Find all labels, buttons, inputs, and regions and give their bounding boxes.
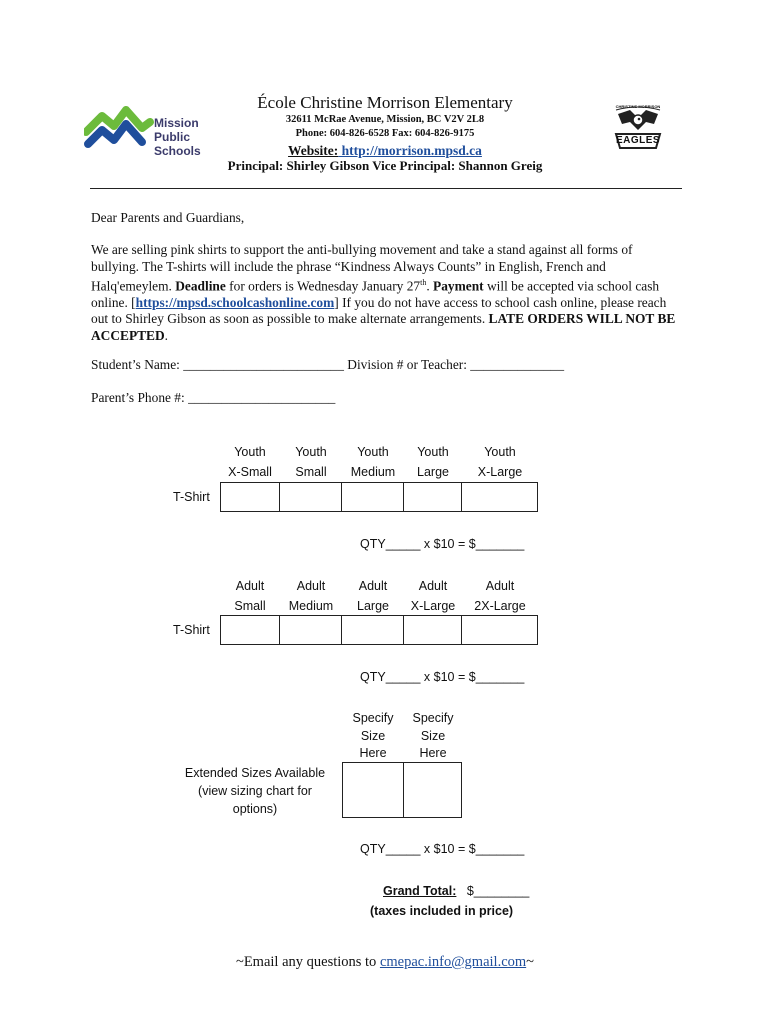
extended-size-cell-1[interactable] [343, 763, 404, 818]
youth-size-header: Youth X-Large [477, 445, 523, 479]
letter-text-3: . [426, 278, 434, 294]
extended-sizes-label: Extended Sizes Available (view sizing chart for options) [184, 766, 326, 816]
date-suffix: th [420, 278, 427, 287]
youth-xlarge-cell[interactable] [462, 483, 538, 512]
adult-size-header: Adult Medium [288, 579, 334, 613]
youth-qty-line[interactable]: QTY_____ x $10 = $_______ [360, 537, 525, 551]
eagles-logo-arc: CHRISTINE MORRISON [615, 104, 661, 109]
district-logo-line1: Mission [154, 116, 199, 130]
letter-text-1: We are selling pink shirts to support the anti-bullying movement and take a stand against all forms of bullying. The T-shirts will include the phrase “Kindness Always Counts” in English, French and Halq'emeylem. [91, 242, 633, 294]
adult-row-label: T-Shirt [173, 623, 210, 637]
extended-size-cell-2[interactable] [404, 763, 462, 818]
youth-xsmall-cell[interactable] [221, 483, 280, 512]
adult-size-header: Adult Large [357, 579, 389, 613]
email-footer [0, 954, 770, 971]
deadline-label: Deadline [175, 278, 226, 294]
adult-large-cell[interactable] [342, 616, 404, 645]
youth-size-header: Youth X-Small [228, 445, 272, 479]
letter-text-6: . [164, 327, 169, 343]
extended-size-header: Specify Size Here [352, 711, 394, 760]
letter-text-2: for orders is Wednesday January 27 [225, 278, 421, 294]
footer-suffix: ~ [526, 954, 535, 970]
email-link[interactable]: cmepac.info@gmail.com [379, 954, 527, 970]
footer-prefix: ~Email any questions to [235, 954, 380, 970]
district-logo-line2: Public Schools [154, 130, 201, 158]
grand-total-label: Grand Total: [383, 884, 457, 898]
letter-paragraph [91, 242, 681, 344]
extended-qty-table [342, 762, 462, 818]
school-cash-link[interactable]: https://mpsd.schoolcashonline.com [135, 294, 335, 310]
adult-size-header: Adult 2X-Large [474, 579, 526, 613]
youth-small-cell[interactable] [280, 483, 342, 512]
school-phone-fax: Phone: 604-826-6528 Fax: 604-826-9175 [295, 128, 475, 139]
letter-text-5: ] If you do not have access to school cash online, please reach out to Shirley Gibson as soon as possible to make alternate arrangements. [91, 294, 667, 327]
adult-size-header: Adult Small [234, 579, 266, 613]
adult-qty-line[interactable]: QTY_____ x $10 = $_______ [360, 670, 525, 684]
extended-size-header: Specify Size Here [412, 711, 454, 760]
parent-phone-line[interactable]: Parent’s Phone #: ______________________ [91, 390, 336, 405]
extended-qty-line[interactable]: QTY_____ x $10 = $_______ [360, 842, 525, 856]
adult-2xlarge-cell[interactable] [462, 616, 538, 645]
grand-total-line [383, 884, 529, 898]
youth-size-header: Youth Small [295, 445, 327, 479]
youth-qty-table [220, 482, 538, 512]
school-name: École Christine Morrison Elementary [257, 93, 513, 112]
adult-xlarge-cell[interactable] [404, 616, 462, 645]
grand-total-value[interactable]: $________ [466, 884, 530, 898]
payment-label: Payment [433, 278, 484, 294]
adult-size-header: Adult X-Large [410, 579, 456, 613]
greeting: Dear Parents and Guardians, [91, 210, 245, 225]
eagles-logo-text: EAGLES [615, 135, 661, 146]
student-name-line[interactable]: Student’s Name: ________________________ Division # or Teacher: ______________ [91, 357, 565, 372]
youth-row-label: T-Shirt [173, 490, 210, 504]
website-line [0, 143, 770, 159]
youth-size-header: Youth Large [417, 445, 449, 479]
adult-small-cell[interactable] [221, 616, 280, 645]
adult-medium-cell[interactable] [280, 616, 342, 645]
tax-note: (taxes included in price) [370, 904, 514, 918]
website-label: Website: [288, 143, 339, 158]
principals-line: Principal: Shirley Gibson Vice Principal: Shannon Greig [227, 158, 543, 173]
school-address: 32611 McRae Avenue, Mission, BC V2V 2L8 [285, 114, 485, 125]
website-link[interactable]: http://morrison.mpsd.ca [338, 143, 482, 158]
youth-size-header: Youth Medium [350, 445, 396, 479]
adult-qty-table [220, 615, 538, 645]
letter-text-4: will be accepted via school cash online. [ [91, 278, 660, 310]
header-divider [90, 188, 682, 189]
youth-medium-cell[interactable] [342, 483, 404, 512]
youth-large-cell[interactable] [404, 483, 462, 512]
late-orders-warning: LATE ORDERS WILL NOT BE ACCEPTED [91, 311, 676, 343]
